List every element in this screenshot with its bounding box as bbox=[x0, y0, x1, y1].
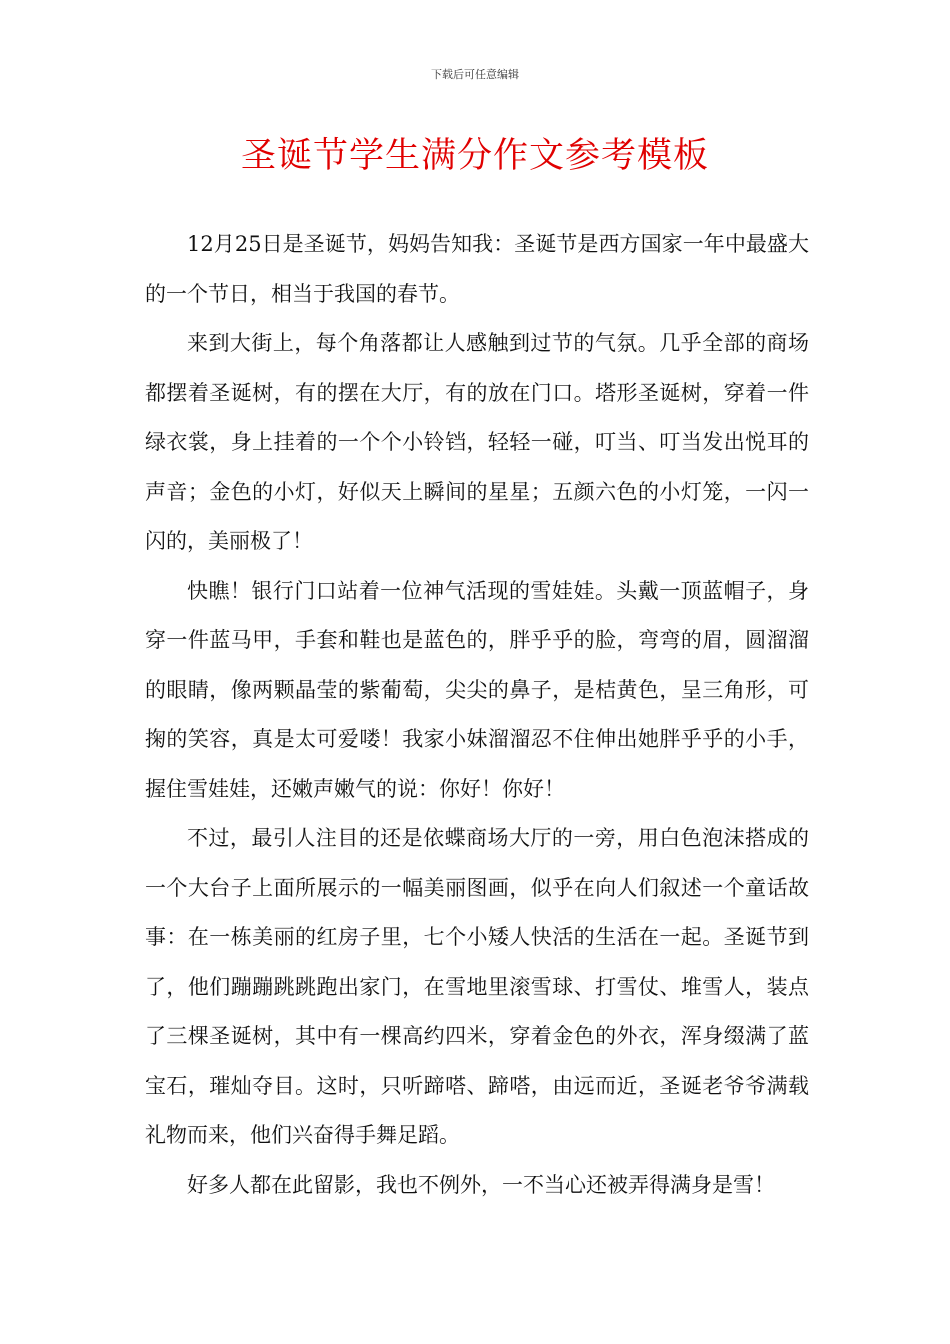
paragraph-2: 来到大街上，每个角落都让人感触到过节的气氛。几乎全部的商场都摆着圣诞树，有的摆在大厅，有的放在门口。塔形圣诞树，穿着一件绿衣裳，身上挂着的一个个小铃铛，轻轻一碰，叮当、叮当发出悦耳的声音；金色的小灯，好似天上瞬间的星星；五颜六色的小灯笼，一闪一闪的，美丽极了！ bbox=[145, 331, 809, 553]
document-body bbox=[145, 220, 809, 1210]
document-title: 圣诞节学生满分作文参考模板 bbox=[240, 136, 709, 176]
paragraph-5: 好多人都在此留影，我也不例外，一不当心还被弄得满身是雪！ bbox=[187, 1172, 775, 1197]
paragraph-4: 不过，最引人注目的还是依蝶商场大厅的一旁，用白色泡沫搭成的一个大台子上面所展示的一幅美丽图画，似乎在向人们叙述一个童话故事：在一栋美丽的红房子里，七个小矮人快活的生活在一起。圣诞节到了，他们蹦蹦跳跳跑出家门，在雪地里滚雪球、打雪仗、堆雪人，装点了三棵圣诞树，其中有一棵高约四米，穿着金色的外衣，浑身缀满了蓝宝石，璀灿夺目。这时，只听蹄嗒、蹄嗒，由远而近，圣诞老爷爷满载礼物而来，他们兴奋得手舞足蹈。 bbox=[145, 826, 809, 1147]
header-note: 下载后可任意编辑 bbox=[431, 68, 519, 81]
paragraph-3: 快瞧！银行门口站着一位神气活现的雪娃娃。头戴一顶蓝帽子，身穿一件蓝马甲，手套和鞋也是蓝色的，胖乎乎的脸，弯弯的眉，圆溜溜的眼睛，像两颗晶莹的紫葡萄，尖尖的鼻子，是桔黄色，呈三角形，可掬的笑容，真是太可爱喽！我家小妹溜溜忍不住伸出她胖乎乎的小手，握住雪娃娃，还嫩声嫩气的说：你好！你好！ bbox=[145, 578, 809, 801]
paragraph-1: 12月25日是圣诞节，妈妈告知我：圣诞节是西方国家一年中最盛大的一个节日，相当于我国的春节。 bbox=[145, 232, 809, 306]
